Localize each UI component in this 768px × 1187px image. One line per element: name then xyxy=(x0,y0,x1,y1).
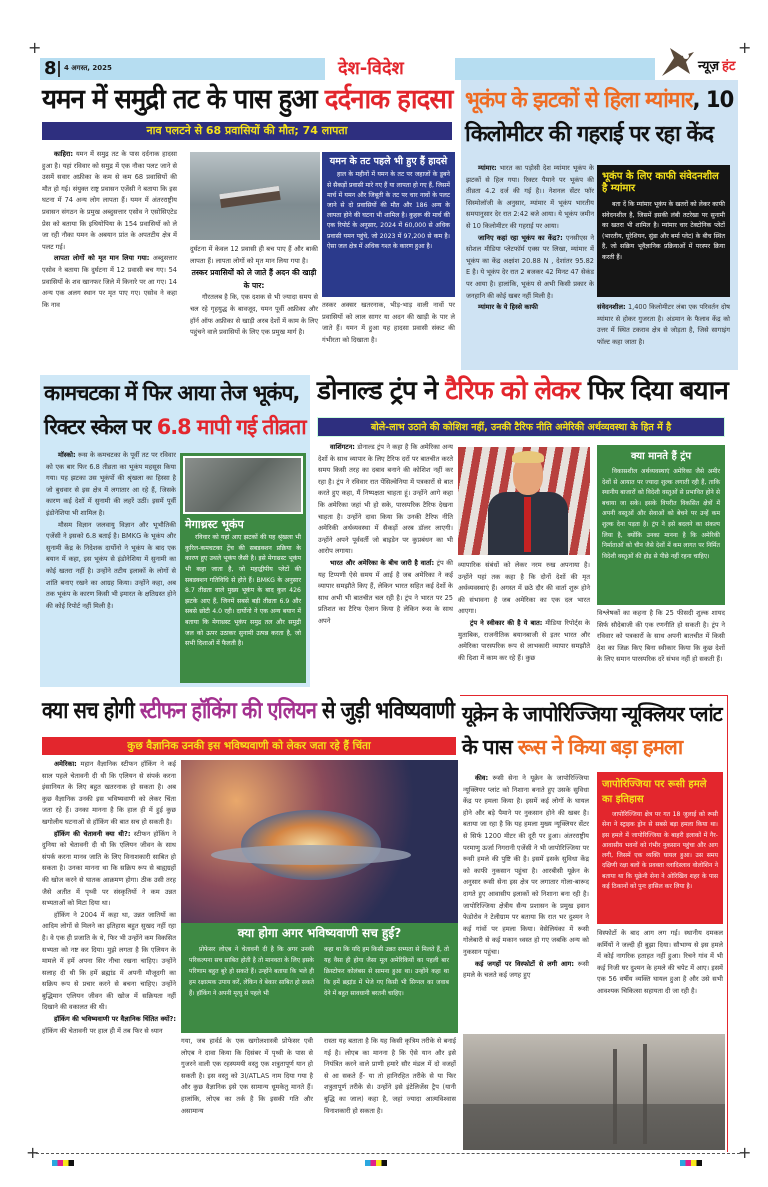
box-text: कहा था कि यदि हम किसी उन्नत सभ्यता से मिलते हैं, तो यह वैसा ही होगा जैसा मूल अमेरिकियों का पहली बार क्रिस्टोफर कोलंबस से सामना हुआ था। उन्होंने कहा था कि हमें ब्रह्मांड में भेजे गए किसी भी सिग्नल का जवाब देने में बहुत सावधानी बरतनी चाहिए। xyxy=(324,946,449,997)
sidebar-box xyxy=(597,445,725,605)
article-body-col2 xyxy=(597,302,730,348)
headline-line xyxy=(465,120,713,150)
headline-text: किलोमीटर की गहराई पर रहा केंद xyxy=(465,122,714,147)
paragraph: हॉकिंग ने 2004 में कहा था, उन्नत जातियों का आदिम लोगों से मिलने का इतिहास बहुत सुखद नहीं रहा है। वे एक ही प्रजाति के थे, फिर भी उन्होंने कम विकसित सभ्यता को नष्ट कर दिया। मुझे लगता है कि एलियन के मामले में हमें अपना सिर नीचा रखना चाहिए। उन्होंने सलाह दी थी कि हमें ब्रह्मांड में अपनी मौजूदगी का सक्रिय रूप से प्रचार करने से बचना चाहिए। उन्होंने बुद्धिमान एलियन जीवन की खोज में सक्रियता नहीं दिखाने की वकालत की थी। xyxy=(42,910,176,1012)
box-text: रविवार को यहां आए झटकों की यह श्रृंखला भी कुरिल-कमचटका ट्रेंच की सबडक्शन प्रक्रिया के कारण हुए उथले भूकंप जैसी है। इसे मेगाथ्रस्ट भूकंप भी कहा जाता है, जो महाद्वीपीय प्लेटों की सबडक्शन गतिविधि से होते हैं। BMKG के अनुसार 8.7 तीव्रता वाले मुख्य भूकंप के बाद कुल 426 झटके आए हैं, जिनमें सबसे बड़ी तीव्रता 6.9 और सबसे छोटी 4.0 रही। दार्योनो ने एक अन्य बयान में बताया कि मेगाथ्रस्ट भूकंप समुद्र तल और समुद्री जल को ऊपर उठाकर सुनामी उत्पन्न करता है, जो सभी दिशाओं में फैलती है। xyxy=(185,534,301,648)
article-body-col3 xyxy=(324,1036,456,1117)
paragraph: रास्ता यह बताता है कि यह किसी कृत्रिम तरीके से बनाई गई है। लोएब का मानना है कि ऐसे यान और इसे नियंत्रित करने वाले प्राणी हमारे सौर मंडल में दो वजहों से आ सकते हैं- या तो हानिरहित तरीके से या फिर शत्रुतापूर्ण तरीके से। उन्होंने इसे इंटेलिजेंस ट्रैप (यानी बुद्धि का जाल) कहा है, जहां ज्यादा आत्मविश्वास विनाशकारी हो सकता है। xyxy=(324,1037,456,1115)
headline-text: रिक्टर स्केल पर xyxy=(44,415,157,439)
headline-accent: 6.8 मापी गई तीव्रता xyxy=(156,415,306,439)
paragraph: विश्लेषकों का कहना है कि 25 फीसदी शुल्क शायद सिर्फ सौदेबाजी की एक रणनीति हो सकती है। ट्रंप ने रविवार को पत्रकारों के साथ अपनी बातचीत में किसी देश का जिक्र किए बिना स्वीकार किया कि कुछ देशों के लिए समान पारस्परिक दरें संभव नहीं हो सकती हैं। xyxy=(597,609,725,664)
paragraph: मौसम विज्ञान जलवायु विज्ञान और भूभौतिकी एजेंसी ने इसको 6.8 बताई है। BMKG के भूकंप और सुनामी केंद्र के निदेशक दार्योनो ने भूकंप के बाद एक बयान में कहा, इस भूकंप से इंडोनेशिया में सुनामी का कोई खतरा नहीं है। उन्होंने तटीय इलाकों के लोगों से शांति बनाए रखने का आग्रह किया। उन्होंने कहा, अब तक भूकंप के कारण किसी भी इमारत के क्षतिग्रस्त होने की कोई रिपोर्ट नहीं मिली है। xyxy=(46,520,176,610)
subheadline: बोले-लाभ उठाने की कोशिश नहीं, उनकी टैरिफ नीति अमेरिकी अर्थव्यवस्था के हित में है xyxy=(317,417,725,437)
page-header xyxy=(40,58,740,82)
dateline: अमेरिका: xyxy=(54,760,77,768)
headline xyxy=(317,377,728,407)
registration-mark xyxy=(52,1160,74,1166)
headline-text: कामचटका में फिर आया तेज भूकंप, xyxy=(44,381,300,405)
headline-line xyxy=(462,733,682,762)
paragraph: डोनाल्ड ट्रंप ने कहा है कि अमेरिका अन्य देशों के साथ व्यापार के लिए टैरिफ दरों पर बातचीत करते समय किसी तरह का दबाव बनाने की कोशिश नहीं कर रहा है। ट्रंप ने रविवार रात पेंसिल्वेनिया में पत्रकारों से बात करते हुए कहा, मैं निष्पक्षता चाहता हूं। उन्होंने आगे कहा कि अमेरिका जहां भी हो सके, पारस्परिक टैरिफ देखना चाहता है। उन्होंने दावा किया कि उनकी टैरिफ नीति अमेरिकी अर्थव्यवस्था में सैकड़ों अरब डॉलर लाएगी। उन्होंने अपने पूर्ववर्ती जो बाइडेन पर कुप्रबंधन का भी आरोप लगाया। xyxy=(318,443,453,556)
box-text: विकासशील अर्थव्यवस्थाएं अमेरिका जैसे अमीर देशों से आयात पर ज्यादा शुल्क लगाती रही हैं, ताकि स्थानीय बाजारों को विदेशी वस्तुओं से प्रभावित होने से बचाया जा सके। इसके विपरीत विकसित क्षेत्रों में अपनी वस्तुओं और सेवाओं को बेचने पर उन्हें कम शुल्क देना पड़ता है। ट्रंप ने इसे बदलने का संकल्प लिया है, क्योंकि उनका मानना है कि अमेरिकी निर्माताओं को चीन जैसे देशों में कम लागत पर निर्मित विदेशी वस्तुओं की होड़ से पीछे नहीं रहना चाहिए। xyxy=(602,468,720,560)
paragraph: भारत का पड़ोसी देश म्यांमार भूकंप के झटकों से हिल गया। रिक्टर पैमाने पर भूकंप की तीव्रता 4.2 दर्ज की गई है।। नेशनल सेंटर फॉर सिस्मोलॉजी के अनुसार, म्यांमार में भूकंप भारतीय समयानुसार देर रात 2:42 बजे आया। ये भूकंप जमीन से 10 किलोमीटर की गहराई पर आया। xyxy=(466,164,594,230)
subheadline: कुछ वैज्ञानिक उनकी इस भविष्यवाणी को लेकर जता रहे हैं चिंता xyxy=(42,737,456,755)
nuclear-plant-photo xyxy=(463,1034,725,1150)
trim-line xyxy=(36,1153,740,1154)
article-body-col2 xyxy=(458,560,590,664)
subhead: म्यांमार के ये हिस्से काफी xyxy=(478,303,538,312)
headline-line xyxy=(465,86,733,116)
headline xyxy=(44,377,308,447)
dateline: मॉस्को: xyxy=(58,451,76,459)
box-text: जापोरिज्जिया क्षेत्र पर गत 18 जुलाई को रूसी सेना ने स्ट्राइक ड्रोन से सबसे बड़ा हमला किया था। इस हमले में जापोरिज्जिया के बाहरी इलाकों में गैर-आवासीय भवनों को गंभीर नुकसान पहुंचा और आग लगी, जिसमें एक व्यक्ति घायल हुआ। उस समय दक्षिणी रक्षा बलों के प्रवक्ता व्लादिस्लाव वोलोशिन ने बताया था कि यूक्रेनी सेना ने ओरिखिव शहर के पास कई ठिकानों को पुनः हासिल कर लिया है। xyxy=(602,811,718,891)
tsunami-aerial-photo xyxy=(183,456,303,514)
headline-text: यमन में समुद्री तट के पास हुआ xyxy=(42,84,325,115)
dateline: वाशिंगटन: xyxy=(330,443,355,451)
paragraph: यमन में समुद्र तट के पास दर्दनाक हादसा हुआ है। यहां रविवार को समुद्र में एक नौका पलट जाने से उसमें सवार अफ्रीका के कम से कम 68 प्रवासियों की मौत हो गई। संयुक्त राष्ट्र प्रवासन एजेंसी ने बताया कि इस घटना में 74 अन्य लोग लापता हैं। यमन में अंतरराष्ट्रीय प्रवासन संगठन के प्रमुख अब्दुसत्तार एसोव ने एसोसिएटेड प्रेस को बताया कि इथियोपिया के 154 प्रवासियों को ले जा रही नौका यमन के अबयान प्रांत के अपतटीय क्षेत्र में पलट गई। xyxy=(42,150,177,251)
subhead: भारत और अमेरिका के बीच जारी है वार्ता: xyxy=(330,558,435,567)
subhead: जानिए कहां रहा भूकंप का केंद्र?: xyxy=(478,233,563,242)
section-title: देश-विदेश xyxy=(338,58,404,79)
headline-accent: दर्दनाक हादसा xyxy=(324,84,453,115)
box-title: भूकंप के लिए काफी संवेदनशील है म्यांमार xyxy=(602,171,719,194)
article-body-col1 xyxy=(42,149,177,311)
article-body-col1 xyxy=(463,773,589,982)
article-hawking xyxy=(40,695,458,1151)
subhead: हॉकिंग की भविष्यवाणी पर वैज्ञानिक चिंतित क्यों?: xyxy=(54,1015,176,1024)
paragraph: मीडिया रिपोर्ट्स के मुताबिक, राजनीतिक बयानबाजी से इतर भारत और अमेरिका पारस्परिक रूप से लाभकारी व्यापार समझौते की दिशा में काम कर रहे हैं। कुछ xyxy=(458,618,590,662)
box-title: क्या मानते हैं ट्रंप xyxy=(630,451,692,462)
headline-accent: रूस ने किया बड़ा हमला xyxy=(517,735,683,759)
article-trump xyxy=(315,375,743,687)
headline-accent: भूकंप के झटकों से हिला म्यांमार xyxy=(465,88,693,113)
paragraph: गौरतलब है कि, एक दशक से भी ज्यादा समय से चल रहे गृहयुद्ध के बावजूद, यमन पूर्वी अफ्रीका और हॉर्न ऑफ अफ्रीका से खाड़ी अरब देशों में काम के लिए पहुंचने वाले प्रवासियों के लिए एक प्रमुख मार्ग है। xyxy=(190,293,318,337)
article-yemen xyxy=(40,82,455,367)
box-text: बता दें कि म्यांमार भूकंप के खतरों को लेकर काफी संवेदनशील है, जिसमें इसकी लंबी तटरेखा पर सुनामी का खतरा भी शामिल है। म्यांमार चार टेक्टोनिक प्लेटों (भारतीय, यूरेशियन, सुंडा और बर्मा प्लेट) के बीच स्थित है, जो सक्रिय भूवैज्ञानिक प्रक्रियाओं में परस्पर क्रिया करती हैं। xyxy=(602,201,725,261)
brand-logo xyxy=(660,46,742,80)
box-text: हाल के महीनों में यमन के तट पर जहाजों के डूबने से सैकड़ों प्रवासी मारे गए हैं या लापता हो गए हैं, जिसमें मार्च में यमन और जिबूती के तट पर चार नावों के पलट जाने से दो प्रवासियों की मौत और 186 अन्य के लापता होने की घटना भी शामिल है। कुहरू की मार्च की एक रिपोर्ट के अनुसार, 2024 में 60,000 से अधिक प्रवासी यमन पहुंचे, जो 2023 में 97,200 से कम है। ऐसा जल क्षेत्र में अधिक गश्त के कारण हुआ है। xyxy=(327,171,450,250)
dateline: काहिरा: xyxy=(54,150,74,158)
article-body-col2 xyxy=(597,928,723,998)
box-title: क्या होगा अगर भविष्यवाणी सच हुई? xyxy=(237,926,402,940)
paragraph: अब्दुसत्तार एसोव ने बताया कि दुर्घटना में 12 प्रवासी बच गए। 54 प्रवासियों के शव खानफर जिले में किनारे पर आ गए। 14 अन्य एक अलग स्थान पर मृत पाए गए। एसोव ने कहा कि नाव xyxy=(42,254,177,309)
trump-photo xyxy=(458,447,590,555)
article-body-col1 xyxy=(42,759,176,1037)
box-title: जापोरिज्जिया पर रूसी हमले का इतिहास xyxy=(602,779,707,805)
paragraph: स्टीफन हॉकिंग ने दुनिया को चेतावनी दी थी कि एलियन जीवन के साथ संपर्क करना मानव जाति के लिए विनाशकारी साबित हो सकता है। उनका मानना था कि सक्रिय रूप से बाह्यग्रहों की खोज करने से घातक आक्रमण होगा। ठीक उसी तरह जैसे अतीत में पृथ्वी पर संस्कृतियों ने कम उन्नत सभ्यताओं को मिटा दिया था। xyxy=(42,829,176,908)
paragraph: रूसी सेना ने यूक्रेन के जापोरिज्जिया न्यूक्लियर प्लांट को निशाना बनाते हुए उसके सुविधा केंद्र पर हमला किया है। इसमें कई लोगों के घायल होने और बड़े पैमाने पर नुकसान होने की खबर है। बताया जा रहा है कि यह हमला मुख्य न्यूक्लियर सेंटर से सिर्फ 1200 मीटर की दूरी पर हुआ। अंतरराष्ट्रीय परमाणु ऊर्जा निगरानी एजेंसी ने भी जापोरिज्जिया पर रूसी हमले की पुष्टि की है। इसमें इसके सुविधा केंद्र को काफी नुकसान पहुंचा है। आरबीसी यूक्रेन के अनुसार रूसी सेना इस क्षेत्र पर लगातार गोला-बारूद दागते हुए आवासीय इलाकों को निशाना बना रही है। जापोरिज्जिया क्षेत्रीय सैन्य प्रशासन के प्रमुख इवान फेडोरोव ने टेलीग्राम पर बताया कि रात भर दुश्मन ने कई गांवों पर हमला किया। वेसेलियंका में रूसी गोलेबारी से कई मकान ध्वस्त हो गए जबकि अन्य को नुकसान पहुंचा। xyxy=(463,774,589,956)
paragraph: दुर्घटना में केवल 12 प्रवासी ही बच पाए हैं और बाकी लापता हैं। लापता लोगों को मृत मान लिया गया है। xyxy=(190,245,318,265)
article-ukraine xyxy=(460,695,728,1152)
headline-line xyxy=(44,377,299,409)
dateline: कीव: xyxy=(475,774,489,782)
subhead: हॉकिंग की चेतावनी क्या थी?: xyxy=(54,829,131,838)
sidebar-box xyxy=(180,453,306,683)
paragraph: व्यापारिक संबंधों को लेकर नरम रुख अपनाया है। उन्होंने यहां तक कहा है कि दोनों देशों की मृत अर्थव्यवस्थाएं हैं। अगस्त में छठे दौर की वार्ता शुरू होने की संभावना है जब अमेरिका का एक दल भारत आएगा। xyxy=(458,561,590,616)
crop-mark: + xyxy=(28,38,42,57)
issue-date: 4 अगस्त, 2025 xyxy=(64,64,112,72)
registration-mark xyxy=(365,1160,387,1166)
dateline: म्यांमार: xyxy=(478,164,497,172)
headline-text: क्या सच होगी xyxy=(42,698,140,724)
headline-text: से जुड़ी भविष्यवाणी xyxy=(316,698,455,724)
headline-text: यूक्रेन के जापोरिज्जिया न्यूक्लियर प्लांट xyxy=(462,702,722,726)
eagle-icon xyxy=(660,46,700,80)
registration-mark xyxy=(680,1160,702,1166)
article-body-col1 xyxy=(318,442,453,628)
subhead: कई जगहों पर विस्फोटों से लगी आग: xyxy=(475,959,575,968)
crop-mark: + xyxy=(26,1143,40,1162)
subhead: संवेदनशील: xyxy=(597,303,626,311)
logo-text: न्यूज़ xyxy=(698,59,720,74)
headline-text: , 10 xyxy=(692,88,734,113)
headline xyxy=(462,700,724,768)
paragraph: हॉकिंग की चेतावनी पर हाल ही में तब फिर से ध्यान xyxy=(42,1026,163,1035)
paragraph: रूस के कमचटका के पूर्वी तट पर रविवार को एक बार फिर 6.8 तीव्रता का भूकंप महसूस किया गया। यह झटका उस भूकंपों की श्रृंखला का हिस्सा है जो बुधवार से इस क्षेत्र में लगातार आ रहे हैं, जिसके कारण कई देशों में सुनामी की लहरें उठीं। इसमें पूर्वी इंडोनेशिया भी शामिल है। xyxy=(46,451,176,517)
headline-accent: स्टीफन हॉकिंग की एलियन xyxy=(139,698,317,724)
subhead: लापता लोगों को मृत मान लिया गया: xyxy=(54,254,150,263)
article-body-col2 xyxy=(181,1036,313,1117)
article-myanmar xyxy=(461,80,738,370)
article-body-col3 xyxy=(597,608,725,666)
page-number: 8 xyxy=(44,58,57,79)
paragraph: ट्रंप की यह टिप्पणी ऐसे समय में आई है जब अमेरिका ने कई व्यापार समझौते किए हैं, लेकिन भारत सहित कई देशों के साथ अभी भी बातचीत चल रही है। ट्रंप ने भारत पर 25 प्रतिशत का टैरिफ ऐलान किया है लेकिन रूस के साथ अपने xyxy=(318,558,453,625)
article-body-col1 xyxy=(466,163,594,314)
divider xyxy=(58,61,60,77)
headline xyxy=(42,698,454,724)
logo-text-accent: हंट xyxy=(722,59,736,74)
subhead: ट्रंप ने स्वीकार की है ये बात: xyxy=(470,618,543,627)
paragraph: एनसीएस ने सोशल मीडिया प्लेटफॉर्म एक्स पर लिखा, म्यांमार में भूकंप का केंद्र अक्षांश 20.88 N , देशांतर 95.82 E है। ये भूकंप देर रात 2 बजकर 42 मिनट 47 सेकंड पर आया है। हालांकि, भूकंप से अभी किसी प्रकार के जनहानि की कोई खबर नहीं मिली है। xyxy=(466,233,594,300)
capsized-boat-photo xyxy=(190,152,320,240)
box-title: मेगाथ्रस्ट भूकंप xyxy=(185,518,244,531)
sidebar-box xyxy=(597,772,723,924)
crop-mark: + xyxy=(738,1143,752,1162)
article-body-col3 xyxy=(322,300,455,346)
article-body-col2 xyxy=(190,244,318,339)
sidebar-box xyxy=(322,152,455,297)
headline-line xyxy=(462,700,722,729)
headline-text: के पास xyxy=(462,735,518,759)
sidebar-box xyxy=(181,923,458,1033)
paragraph: रूसी हमले के चलते कई जगह हुए xyxy=(463,959,589,980)
crop-mark: + xyxy=(738,38,752,57)
subheadline: नाव पलटने से 68 प्रवासियों की मौत; 74 लापता xyxy=(42,122,452,140)
sidebar-box xyxy=(597,165,730,297)
box-text: प्रोफेसर लोएब ने चेतावनी दी है कि अगर उनकी परिकल्पना सच साबित होती है तो मानवता के लिए इसके परिणाम बहुत बुरे हो सकते हैं। उन्होंने बताया कि भले ही हम रक्षात्मक उपाय करें, लेकिन वे बेकार साबित हो सकते हैं। हॉकिंग ने अपनी मृत्यु से पहले भी xyxy=(189,946,314,997)
headline-text: डोनाल्ड ट्रंप ने xyxy=(317,376,446,406)
paragraph: तस्कर अक्सर खतरनाक, भीड़-भाड़ वाली नावों पर प्रवासियों को लाल सागर या अदन की खाड़ी के पार ले जाते हैं। यमन में हुआ यह हादसा प्रवासी संकट की गंभीरता को दिखाता है। xyxy=(322,301,455,344)
headline-line xyxy=(44,411,306,443)
ufo-illustration xyxy=(181,760,458,923)
headline-accent: टैरिफ को लेकर xyxy=(445,376,580,406)
article-body xyxy=(46,450,176,612)
paragraph: विस्फोटों के बाद आग लग गई। स्थानीय दमकल कर्मियों ने जल्दी ही बुझा दिया। सौभाग्य से इस हमले में कोई नागरिक हताहत नहीं हुआ। रिचने गांव में भी कई निजी घर दुश्मन के हमले की चपेट में आए। इसमें एक 56 वर्षीय व्यक्ति घायल हुआ है और उसे सभी आवश्यक चिकित्सा सहायता दी जा रही है। xyxy=(597,929,723,995)
paragraph: 1,400 किलोमीटर लंबा एक परिवर्तन दोष म्यांमार से होकर गुजरता है। अंडमान के फैलाव केंद्र को उत्तर में स्थित टकराव क्षेत्र से जोड़ता है, जिसे सागाइंग फॉल्ट कहा जाता है। xyxy=(597,303,730,346)
headline xyxy=(465,86,735,156)
box-title: यमन के तट पहले भी हुए हैं हादसे xyxy=(329,156,448,167)
paragraph: गया, जब हार्वर्ड के एक खगोलशास्त्री प्रोफेसर एवी लोएब ने दावा किया कि दिसंबर में पृथ्वी के पास से गुजरने वाली एक रहस्यमयी वस्तु एक शत्रुतापूर्ण यान हो सकती है। इस वस्तु को 3I/ATLAS नाम दिया गया है और कुछ वैज्ञानिक इसे एक सामान्य धूमकेतु मानते हैं। हालांकि, लोएब का तर्क है कि इसकी गति और असामान्य xyxy=(181,1037,313,1115)
paragraph: महान वैज्ञानिक स्टीफन हॉकिंग ने कई साल पहले चेतावनी दी थी कि एलियन से संपर्क करना इंसानियत के लिए बहुत खतरनाक हो सकता है। अब कुछ वैज्ञानिक उनकी इस भविष्यवाणी को लेकर चिंता जता रहे हैं। उनका मानना है कि हाल ही में हुई कुछ खगोलीय घटनाओं से हॉकिंग की बात सच हो सकती है। xyxy=(42,760,176,826)
headline xyxy=(42,84,453,115)
article-kamchatka xyxy=(40,375,310,687)
headline-text: फिर दिया बयान xyxy=(579,376,728,406)
logo-wordmark xyxy=(698,60,736,74)
subhead: तस्कर प्रवासियों को ले जाते हैं अदन की खाड़ी के पार: xyxy=(191,268,317,290)
